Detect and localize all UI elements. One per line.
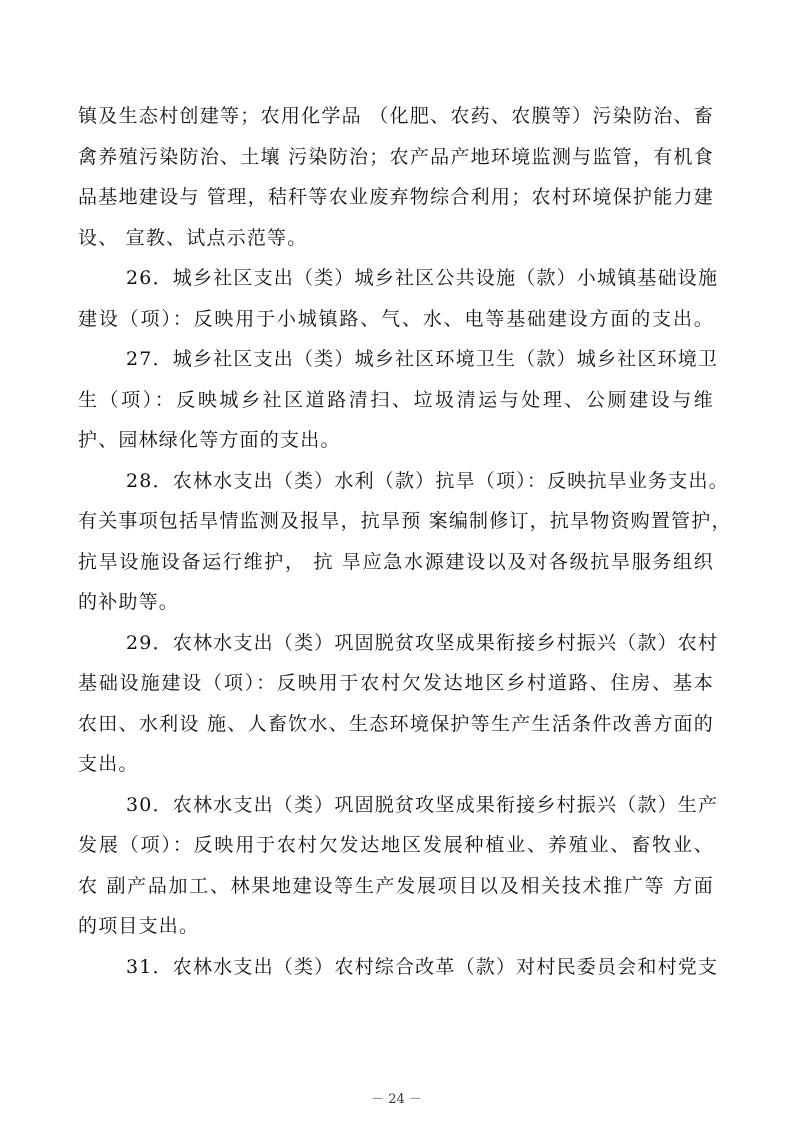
text-line: 的补助等。	[78, 591, 180, 613]
text-line: 生（项）：反映城乡社区道路清扫、垃圾清运与处理、公厕建设与维	[78, 388, 714, 411]
text-line: 基础设施建设（项）：反映用于农村欠发达地区乡村道路、住房、基本	[78, 672, 714, 694]
text-line: 建设（项）：反映用于小城镇路、气、水、电等基础建设方面的支出。	[78, 307, 714, 330]
paragraph-30-start: 30．农林水支出（类）巩固脱贫攻坚成果衔接乡村振兴（款）生产	[126, 793, 719, 816]
text-line: 护、园林绿化等方面的支出。	[78, 429, 341, 451]
page-number: － 24 －	[371, 1092, 422, 1107]
text-line: 品基地建设与 管理，秸秆等农业废弃物综合利用；农村环境保护能力建	[78, 186, 714, 208]
paragraph-27-start: 27．城乡社区支出（类）城乡社区环境卫生（款）城乡社区环境卫	[126, 348, 719, 370]
paragraph-29-start: 29．农林水支出（类）巩固脱贫攻坚成果衔接乡村振兴（款）农村	[126, 631, 719, 654]
text-line: 农 副产品加工、林果地建设等生产发展项目以及相关技术推广等 方面	[78, 874, 714, 897]
text-line: 禽养殖污染防治、土壤 污染防治；农产品产地环境监测与监管，有机食	[78, 145, 714, 168]
document-body	[78, 96, 732, 987]
text-line: 设、 宣教、试点示范等。	[78, 226, 308, 249]
paragraph-28-start: 28．农林水支出（类）水利（款）抗旱（项）：反映抗旱业务支出。	[126, 469, 729, 492]
text-line: 支出。	[78, 753, 139, 775]
text-line: 发展（项）：反映用于农村欠发达地区发展种植业、养殖业、畜牧业、	[78, 834, 714, 856]
text-line: 的项目支出。	[78, 915, 200, 937]
text-line: 抗旱设施设备运行维护， 抗 旱应急水源建设以及对各级抗旱服务组织	[78, 550, 714, 573]
text-line: 有关事项包括旱情监测及报旱，抗旱预 案编制修订，抗旱物资购置管护，	[78, 510, 732, 532]
text-line: 农田、水利设 施、人畜饮水、生态环境保护等生产生活条件改善方面的	[78, 712, 714, 735]
text-line: 镇及生态村创建等；农用化学品 （化肥、农药、农膜等）污染防治、畜	[78, 105, 714, 127]
paragraph-26-start: 26．城乡社区支出（类）城乡社区公共设施（款）小城镇基础设施	[126, 267, 719, 289]
paragraph-31-start: 31．农林水支出（类）农村综合改革（款）对村民委员会和村党支	[126, 955, 719, 978]
